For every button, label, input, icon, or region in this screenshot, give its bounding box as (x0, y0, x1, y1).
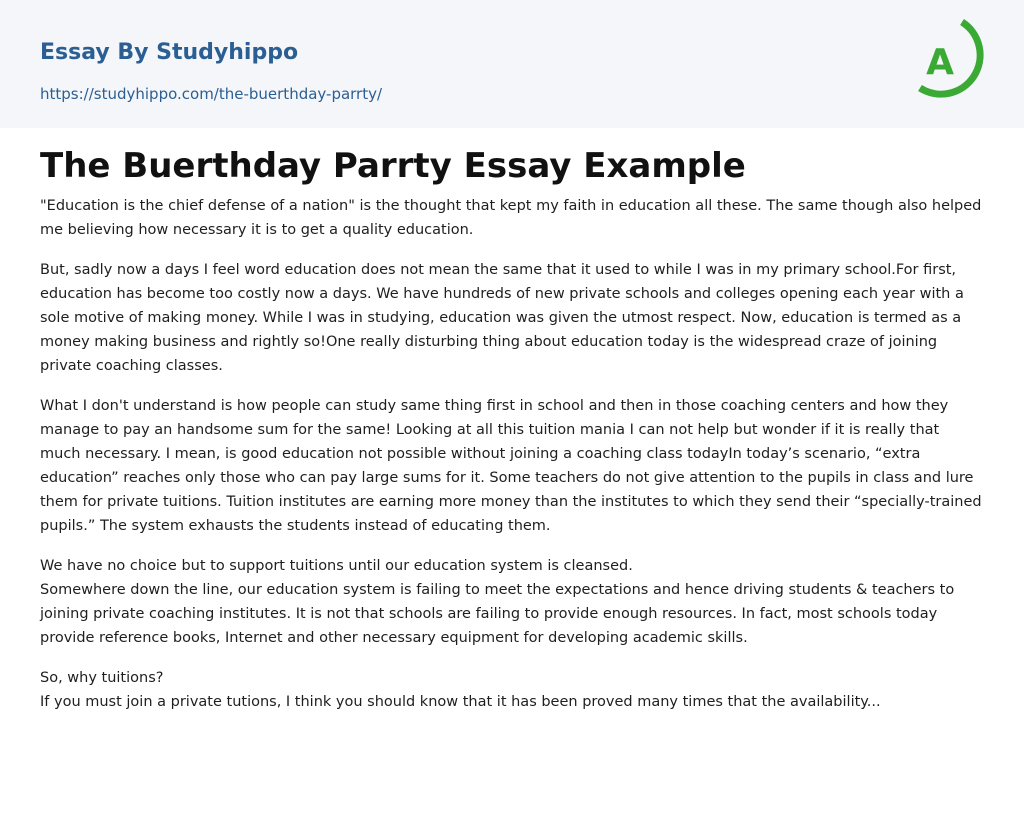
site-brand[interactable]: Essay By Studyhippo (40, 40, 299, 65)
essay-paragraph-5 (40, 666, 984, 714)
paragraph-line: What I don't understand is how people can study same thing first in school and then in those coaching centers and how they manage to pay an handsome sum for the same! Looking at all this tuition mania I can not help but wonder if it is really that much necessary. I mean, is good education not possible without joining a coaching class todayIn today’s scenario, “extra education” reaches only those who can pay large sums for it. Some teachers do not give attention to the pupils in class and lure them for private tuitions. Tuition institutes are earning more money than the institutes to which they send their “specially-trained pupils.” The system exhausts the students instead of educating them. (40, 398, 982, 534)
paragraph-line: Somewhere down the line, our education system is failing to meet the expectations and hence driving students & teachers to joining private coaching institutes. It is not that schools are failing to provide enough resources. In fact, most schools today provide reference books, Internet and other necessary equipment for developing academic skills. (40, 582, 955, 646)
paragraph-line: "Education is the chief defense of a nation" is the thought that kept my faith in education all these. The same though also helped me believing how necessary it is to get a quality education. (40, 198, 982, 238)
site-header (0, 0, 1024, 128)
paragraph-line: We have no choice but to support tuitions until our education system is cleansed. (40, 558, 633, 574)
paragraph-line: So, why tuitions? (40, 670, 164, 686)
essay-body (40, 194, 984, 730)
essay-paragraph-1 (40, 194, 984, 242)
paragraph-line-truncated: If you must join a private tutions, I think you should know that it has been proved many times that the availability... (40, 694, 881, 710)
essay-title: The Buerthday Parrty Essay Example (40, 146, 746, 186)
circle-letter-a-logo-icon[interactable] (912, 18, 988, 106)
paragraph-line: But, sadly now a days I feel word education does not mean the same that it used to while I was in my primary school.For first, education has become too costly now a days. We have hundreds of new private schools and colleges opening each year with a sole motive of making money. While I was in studying, education was given the utmost respect. Now, education is termed as a money making business and rightly so!One really disturbing thing about education today is the widespread craze of joining private coaching classes. (40, 262, 964, 374)
essay-paragraph-3 (40, 394, 984, 538)
page-url-link[interactable]: https://studyhippo.com/the-buerthday-parrty/ (40, 85, 383, 103)
essay-paragraph-4 (40, 554, 984, 650)
essay-paragraph-2 (40, 258, 984, 378)
logo-letter: A (926, 42, 954, 83)
